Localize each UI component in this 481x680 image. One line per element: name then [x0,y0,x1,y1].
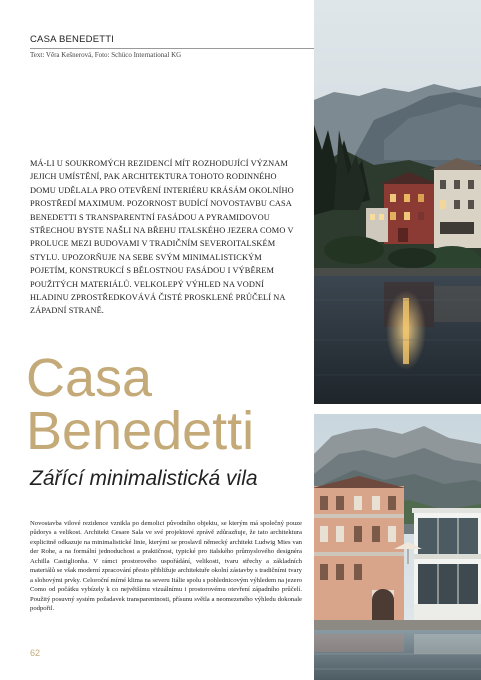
article-title-line-2: Benedetti [26,401,255,461]
photo-villa-lakeshore [314,414,481,680]
article-subtitle: Zářící minimalistická vila [30,467,258,490]
header-divider [30,48,320,49]
article-title-line-1: Casa [26,348,153,408]
page-number: 62 [30,648,41,658]
photo-lake-villa-evening [314,0,481,404]
lead-paragraph: MÁ-LI U SOUKROMÝCH REZIDENCÍ MÍT ROZHODUJÍCÍ VÝZNAM JEJICH UMÍSTĚNÍ, PAK ARCHITEKTURA TOHOTO RODINNÉHO DOMU UDĚLALA PRO OTEVŘENÍ INTERIÉRU KRÁSÁM OKOLNÍHO PROSTŘEDÍ MAXIMUM. POZORNOST BUDÍCÍ NOVOSTAVBU CASA BENEDETTI S TRANSPARENTNÍ FASÁDOU A PYRAMIDOVOU STŘECHOU BYSTE NAŠLI NA BŘEHU ITALSKÉHO JEZERA COMO V PROLUCE MEZI BUDOVAMI V TRADIČNÍM SEVEROITALSKÉM STYLU. UPOZORŇUJE NA SEBE SVÝM MINIMALISTICKÝM POJETÍM, KONSTRUKCÍ S BĚLOSTNOU FASÁDOU I VÝBĚREM POUŽITÝCH MATERIÁLŮ. VELKOLEPÝ VÝHLED NA VODNÍ HLADINU ZPROSTŘEDKOVÁVÁ ČISTÉ PROSKLENÉ PRŮČELÍ NA ZÁPADNÍ STRANĚ. [30,159,294,316]
photo-lake-villa-evening-image [314,0,481,404]
page-header [30,34,310,59]
body-paragraph: Novostavba vilové rezidence vznikla po demolici původního objektu, se kterým má společný pouze půdorys a velikost. Architekt Cesare Sala ve své projektové zprávě zdůrazňuje, že tato architektura explicitně odkazuje na minimalistické linie, kterými se proslavil německý architekt Ludwig Mies van der Rohe, a na formální jednoduchost a praktičnost, typické pro italského průmyslového designéra Achilla Castiglionha. V rámci prostorového uspořádání, velikosti, tvaru střechy a základních materiálů se však moderní zpracování přesto přibližuje architektuře okolní zástavby s tradičními tvary a slohovými prvky. Celoroční mírné klima na severu Itálie spolu s pohlednicovým výhledem na jezero Como od počátku vybízely k co největšímu vizuálnímu i prostorovému otevření západního průčelí. Použitý posuvný systém požadavek transparentnosti, přísunu světla a neomezeného výhledu dokonale podpořil. [30,520,302,613]
section-label: CASA BENEDETTI [30,34,115,45]
author-credits: Text: Věra Kešnerová, Foto: Schüco International KG [30,51,182,59]
photo-villa-lakeshore-image [314,414,481,680]
